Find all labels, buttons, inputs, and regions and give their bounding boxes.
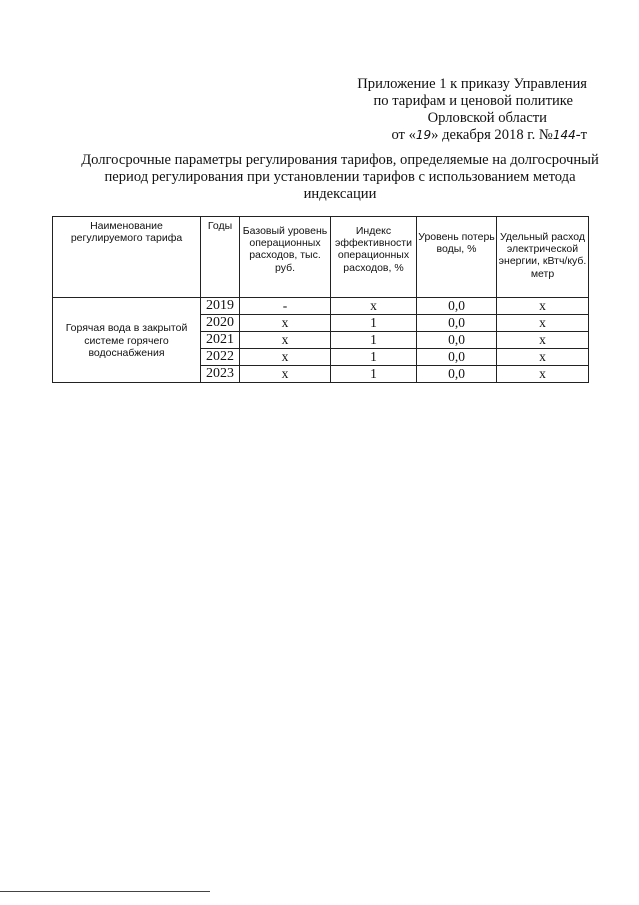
order-reference [357,76,587,144]
tariff-name-cell: Горячая вода в закрытой системе горячего водоснабжения [53,298,201,383]
year-cell: 2023 [201,366,240,383]
base-costs-cell: - [240,298,331,315]
tariff-parameters-table [52,216,589,383]
column-header-energy-consumption: Удельный расход электрической энергии, кВтч/куб. метр [497,217,589,298]
energy-consumption-cell: x [497,332,589,349]
base-costs-cell: x [240,332,331,349]
column-header-efficiency-index: Индекс эффективности операционных расходов, % [331,217,417,298]
header-line-3: Орловской области [427,110,547,126]
water-losses-cell: 0,0 [417,332,497,349]
energy-consumption-cell: x [497,366,589,383]
column-header-base-costs: Базовый уровень операционных расходов, тыс. руб. [240,217,331,298]
efficiency-index-cell: 1 [331,315,417,332]
energy-consumption-cell: x [497,315,589,332]
year-cell: 2022 [201,349,240,366]
handwritten-order-number: 144 [552,128,576,142]
efficiency-index-cell: 1 [331,332,417,349]
water-losses-cell: 0,0 [417,315,497,332]
table-header-row [53,217,589,298]
water-losses-cell: 0,0 [417,298,497,315]
order-suffix: -т [575,127,587,143]
year-cell: 2019 [201,298,240,315]
water-losses-cell: 0,0 [417,349,497,366]
base-costs-cell: x [240,349,331,366]
column-header-water-losses: Уровень потерь воды, % [417,217,497,298]
document-title: Долгосрочные параметры регулирования тарифов, определяемые на долгосрочный период регулирования при установлении тарифов с использованием метода индексации [81,152,599,202]
handwritten-day: 19 [415,128,432,142]
header-line-2: по тарифам и ценовой политике [373,93,573,109]
water-losses-cell: 0,0 [417,366,497,383]
date-middle: » декабря 2018 г. № [431,127,553,143]
column-header-tariff-name: Наименование регулируемого тарифа [53,217,201,298]
header-line-1: Приложение 1 к приказу Управления [357,76,587,92]
page-edge-rule [0,891,210,892]
efficiency-index-cell: x [331,298,417,315]
header-line-4 [357,127,587,144]
date-prefix: от « [391,127,416,143]
table-row [53,298,589,315]
year-cell: 2020 [201,315,240,332]
energy-consumption-cell: x [497,349,589,366]
efficiency-index-cell: 1 [331,366,417,383]
base-costs-cell: x [240,366,331,383]
year-cell: 2021 [201,332,240,349]
efficiency-index-cell: 1 [331,349,417,366]
energy-consumption-cell: x [497,298,589,315]
base-costs-cell: x [240,315,331,332]
column-header-years: Годы [201,217,240,298]
